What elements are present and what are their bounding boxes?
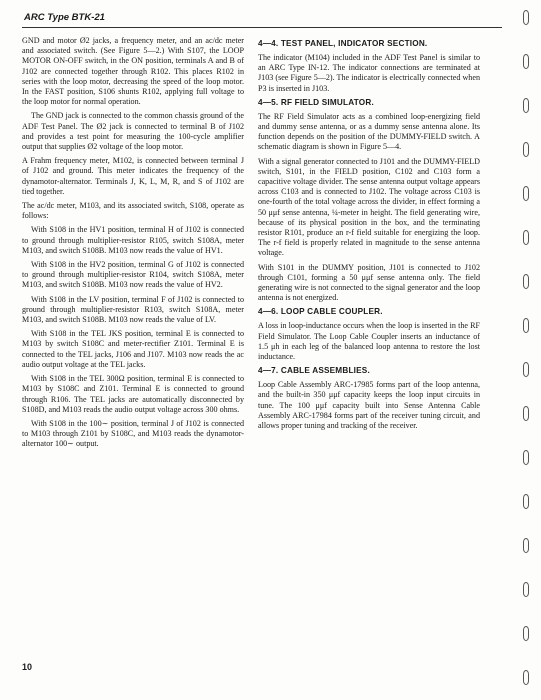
paragraph: With a signal generator connected to J101 and the DUMMY-FIELD switch, S101, in the FIELD position, C102 and C103 form a capacitive voltage divider. The sense antenna output voltage appears across C103 and is connected to J102. The voltage across C103 is one-fourth of the total voltage across the divider, in effect forming a 50 μμf sense antenna, ¼-meter in height. The field generating wire, because of its physical position in the box, and the terminating resistor R101, produce an r-f field suitable for energizing the loop. The r-f field is properly related in magnitude to the sense antenna voltage.	[258, 156, 480, 258]
section-heading-rf-field-simulator: 4—5. RF FIELD SIMULATOR.	[258, 97, 374, 107]
paragraph: With S108 in the TEL 300Ω position, terminal E is connected to M103 by S108C and Z101. Terminal E is connected to ground through R106. The TEL jacks are automatically disconnected by S108D, and M103 reads the audio output voltage across 300 ohms.	[22, 374, 244, 414]
binder-hole	[523, 274, 529, 289]
page-number: 10	[22, 662, 33, 672]
running-header: ARC Type BTK-21	[24, 12, 105, 23]
paragraph: With S101 in the DUMMY position, J101 is connected to J102 through C101, forming a 50 μμf sense antenna only. The field generating wire is not connected to the signal generator and the loop antenna is not energized.	[258, 262, 480, 303]
binder-hole	[523, 362, 529, 377]
section-heading-cable-assemblies: 4—7. CABLE ASSEMBLIES.	[258, 366, 370, 376]
binder-hole	[523, 98, 529, 113]
binder-hole	[523, 626, 529, 641]
header-rule	[22, 27, 502, 28]
binder-hole	[523, 186, 529, 201]
paragraph: With S108 in the HV2 position, terminal G of J102 is connected to ground through multiplier-resistor R104, switch S108A, meter M103, and switch S108B. M103 now reads the value of HV2.	[22, 260, 244, 290]
binder-hole	[523, 10, 529, 25]
paragraph: A loss in loop-inductance occurs when the loop is inserted in the RF Field Simulator. The Loop Cable Coupler inserts an inductance of 1.5 μh in each leg of the balanced loop antenna to restore the lost inductance.	[258, 321, 480, 362]
paragraph: The RF Field Simulator acts as a combined loop-energizing field and dummy sense antenna, or as a dummy sense antenna alone. Its function depends on the position of the DUMMY-FIELD switch. A schematic diagram is shown in Figure 5—4.	[258, 111, 480, 152]
paragraph: With S108 in the 100∼ position, terminal J of J102 is connected to M103 through Z101 by S108C, and M103 reads the dynamotor-alternator 100∼ output.	[22, 418, 244, 449]
binder-hole	[523, 406, 529, 421]
binder-hole	[523, 494, 529, 509]
binder-hole	[523, 450, 529, 465]
binder-hole	[523, 670, 529, 685]
paragraph: The GND jack is connected to the common chassis ground of the ADF Test Panel. The Ø2 jack is connected to terminal B of J102 and provides a test point for measuring the 100-cycle amplifier output that supplies Ø2 voltage of the loop motor.	[22, 111, 244, 152]
section-heading-test-panel: 4—4. TEST PANEL, INDICATOR SECTION.	[258, 39, 428, 48]
paragraph: With S108 in the LV position, terminal F of J102 is connected to ground through multiplier-resistor R103, switch S108A, meter M103, and switch S108B. M103 now reads the value of LV.	[22, 294, 244, 325]
binder-hole	[523, 582, 529, 597]
paragraph: With S108 in the HV1 position, terminal H of J102 is connected to ground through multiplier-resistor R105, switch S108A, meter M103, and switch S108B. M103 now reads the value of HV1.	[22, 225, 244, 255]
binder-hole	[523, 54, 529, 69]
paragraph: The indicator (M104) included in the ADF Test Panel is similar to an ARC Type IN-12. The indicator connections are terminated at J103 (see Figure 5—2). The indicator is electrically connected when P3 is inserted in J103.	[258, 53, 480, 93]
binder-hole	[523, 230, 529, 245]
paragraph: Loop Cable Assembly ARC-17985 forms part of the loop antenna, and the built-in 350 μμf capacity keeps the loop input circuits in tune. The 100 μμf capacity built into Sense Antenna Cable Assembly ARC-17984 forms part of the receiver tuning circuit, and allows proper tuning and tracking of the receiver.	[258, 380, 480, 431]
paragraph: GND and motor Ø2 jacks, a frequency meter, and an ac/dc meter and associated switch. (See Figure 5—2.) With S107, the LOOP MOTOR ON-OFF switch, in the ON position, terminals A and B of J102 are connected together through R102. This places R102 in series with the loop motor, decreasing the speed of the loop motor. In the FAST position, S106 shunts R102, applying full voltage to the loop motor for normal operation.	[22, 36, 244, 107]
paragraph: A Frahm frequency meter, M102, is connected between terminal J of J102 and ground. This meter indicates the frequency of the dynamotor-alternator. Terminals J, K, L, M, R, and S of J102 are tied together.	[22, 156, 244, 196]
right-column	[258, 36, 480, 435]
paragraph: With S108 in the TEL JKS position, terminal E is connected to M103 by switch S108C and meter-rectifier Z101. Terminal E is connected to the TEL jacks, J106 and J107. M103 now reads the ac audio output voltage at the TEL jacks.	[22, 329, 244, 369]
binder-holes	[521, 6, 535, 696]
section-heading-loop-cable-coupler: 4—6. LOOP CABLE COUPLER.	[258, 307, 383, 317]
left-column	[22, 36, 244, 454]
binder-hole	[523, 318, 529, 333]
binder-hole	[523, 142, 529, 157]
binder-hole	[523, 538, 529, 553]
paragraph: The ac/dc meter, M103, and its associated switch, S108, operate as follows:	[22, 201, 244, 221]
